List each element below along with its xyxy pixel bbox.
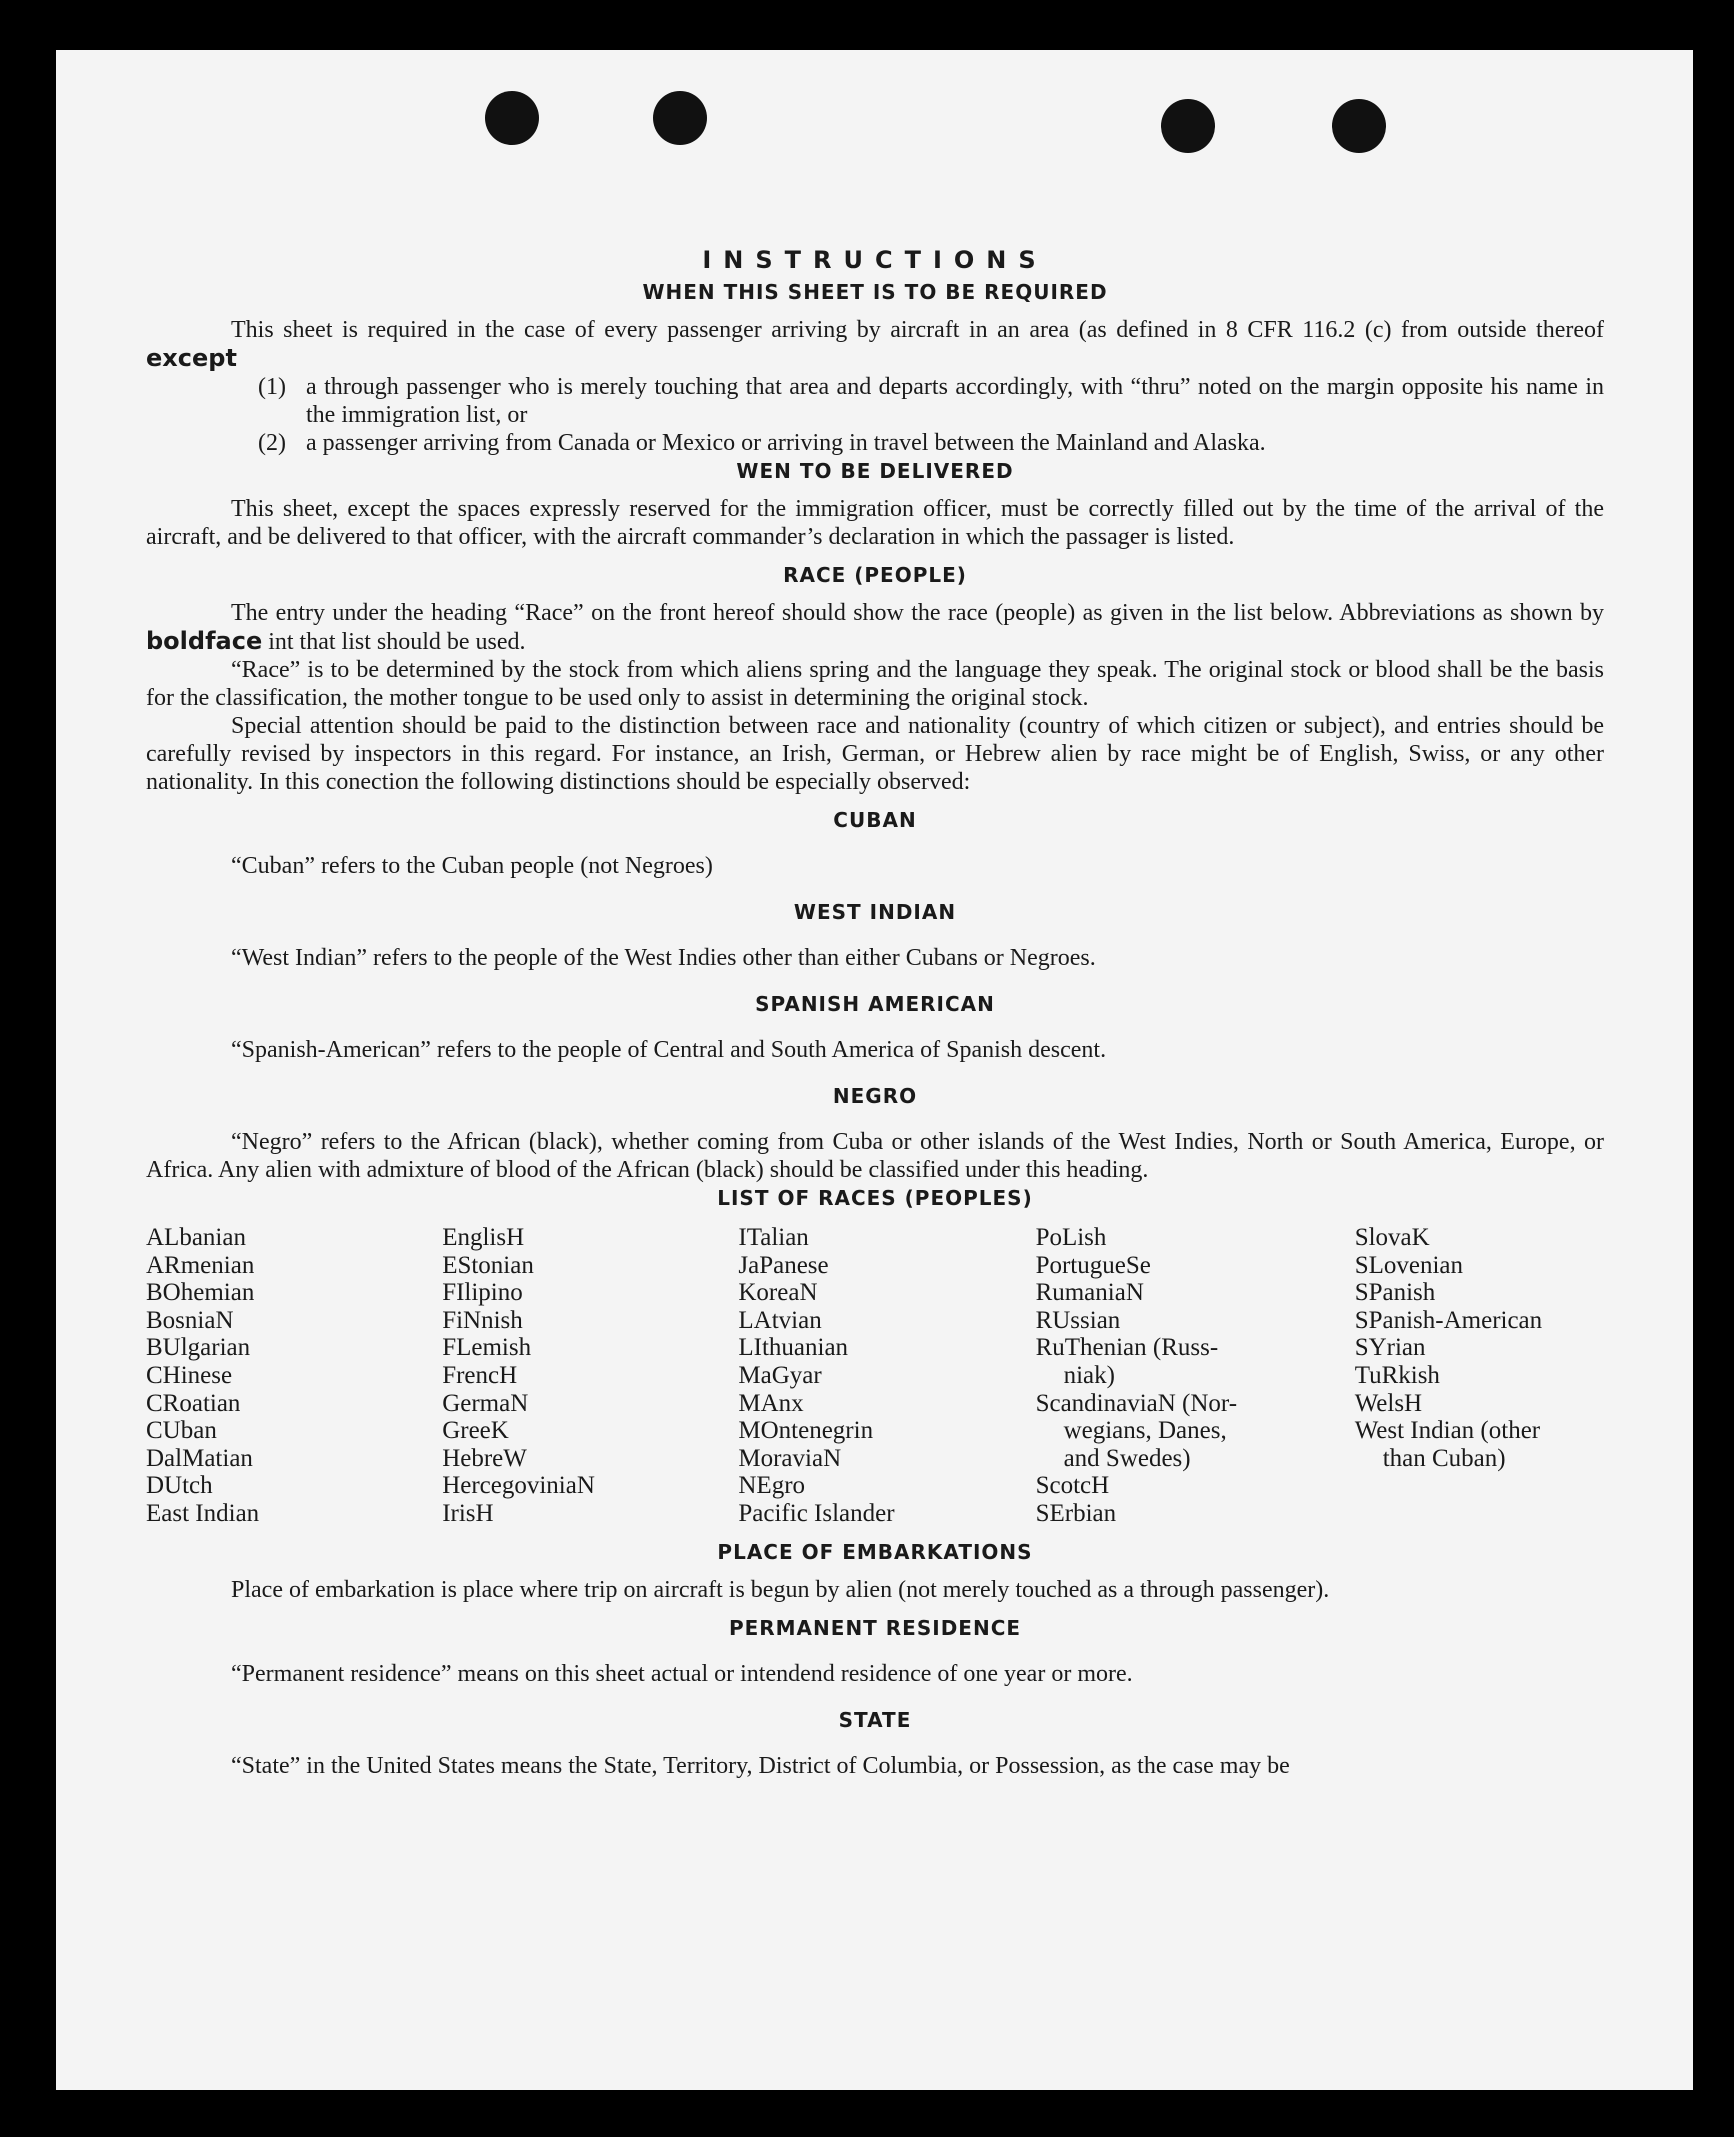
section-heading: CUBAN bbox=[833, 808, 917, 832]
section-heading: WEN TO BE DELIVERED bbox=[736, 459, 1014, 483]
punch-hole bbox=[1161, 99, 1215, 153]
section-heading: NEGRO bbox=[832, 1084, 918, 1108]
section-heading: SPANISH AMERICAN bbox=[755, 992, 995, 1016]
list-item: (2) a passenger arriving from Canada or Mexico or arriving in travel between the Mainland and Alaska. bbox=[258, 430, 1266, 456]
list-item: (1) a through passenger who is merely touching that area and departs accordingly, with “thru” noted on the margin opposite his name in the immigration list, or bbox=[258, 374, 1604, 428]
section-heading: STATE bbox=[838, 1707, 912, 1732]
bold-term: boldface bbox=[146, 627, 263, 655]
paragraph: Special attention should be paid to the distinction between race and nationality (country of which citizen or subject), and entries should be carefully revised by inspectors in this regard. For instance, an Irish, German, or Hebrew alien by race might be of English, Swiss, or any other nationality. In this conection the following distinctions should be especially observed: bbox=[146, 713, 1604, 795]
paragraph: Place of embarkation is place where trip on aircraft is begun by alien (not merely touched as a through passenger). bbox=[231, 1576, 1330, 1603]
paragraph: “Cuban” refers to the Cuban people (not Negroes) bbox=[231, 853, 713, 879]
race-column: ITalian JaPanese KoreaN LAtvian LIthuanian MaGyar MAnx MOntenegrin MoraviaN NEgro Pacific Islander bbox=[738, 1224, 895, 1527]
section-heading: WHEN THIS SHEET IS TO BE REQUIRED bbox=[642, 280, 1108, 304]
section-heading: RACE (PEOPLE) bbox=[783, 563, 967, 587]
document-content bbox=[146, 246, 1604, 1780]
race-column: ALbanian ARmenian BOhemian BosniaN BUlgarian CHinese CRoatian CUban DalMatian DUtch East Indian bbox=[146, 1224, 260, 1527]
paragraph: The entry under the heading “Race” on the front hereof should show the race (people) as given in the list below. Abbreviations as shown by boldface int that list should be used. bbox=[146, 600, 1604, 655]
section-heading: LIST OF RACES (PEOPLES) bbox=[717, 1186, 1033, 1210]
paragraph: “West Indian” refers to the people of the West Indies other than either Cubans or Negroes. bbox=[231, 945, 1096, 971]
paragraph: “State” in the United States means the State, Territory, District of Columbia, or Possession, as the case may be bbox=[231, 1752, 1290, 1779]
race-list bbox=[146, 1224, 1604, 1528]
paragraph: This sheet is required in the case of every passenger arriving by aircraft in an area (as defined in 8 CFR 116.2 (c) from outside thereof except bbox=[146, 317, 1604, 372]
paragraph: “Race” is to be determined by the stock from which aliens spring and the language they speak. The original stock or blood shall be the basis for the classification, the mother tongue to be used only to assist in determining the original stock. bbox=[146, 657, 1604, 711]
paragraph: “Spanish-American” refers to the people of Central and South America of Spanish descent. bbox=[231, 1037, 1107, 1063]
section-heading: PERMANENT RESIDENCE bbox=[728, 1615, 1022, 1640]
punch-hole bbox=[485, 91, 539, 145]
punch-hole bbox=[653, 91, 707, 145]
race-column: EnglisH EStonian FIlipino FiNnish FLemish FrencH GermaN GreeK HebreW HercegoviniaN IrisH bbox=[442, 1224, 595, 1527]
paragraph: “Permanent residence” means on this sheet actual or intendend residence of one year or more. bbox=[231, 1660, 1133, 1687]
section-heading: PLACE OF EMBARKATIONS bbox=[717, 1539, 1033, 1564]
section-heading: WEST INDIAN bbox=[793, 900, 957, 924]
punch-hole bbox=[1332, 99, 1386, 153]
paragraph: “Negro” refers to the African (black), whether coming from Cuba or other islands of the West Indies, North or South America, Europe, or Africa. Any alien with admixture of blood of the African (black) should be classified under this heading. bbox=[146, 1129, 1604, 1183]
paragraph: This sheet, except the spaces expressly reserved for the immigration officer, must be correctly filled out by the time of the arrival of the aircraft, and be delivered to that officer, with the aircraft commander’s declaration in which the passager is listed. bbox=[146, 496, 1604, 550]
race-column: PoLish PortugueSe RumaniaN RUssian RuThenian (Russ- niak) ScandinaviaN (Nor- wegians, Danes, and Swedes) ScotcH SErbian bbox=[1035, 1224, 1238, 1527]
race-column: SlovaK SLovenian SPanish SPanish-American SYrian TuRkish WelsH West Indian (other than Cuban) bbox=[1354, 1224, 1543, 1472]
page-title: INSTRUCTIONS bbox=[702, 246, 1048, 274]
document-sheet bbox=[56, 50, 1693, 2090]
bold-term: except bbox=[146, 344, 237, 372]
